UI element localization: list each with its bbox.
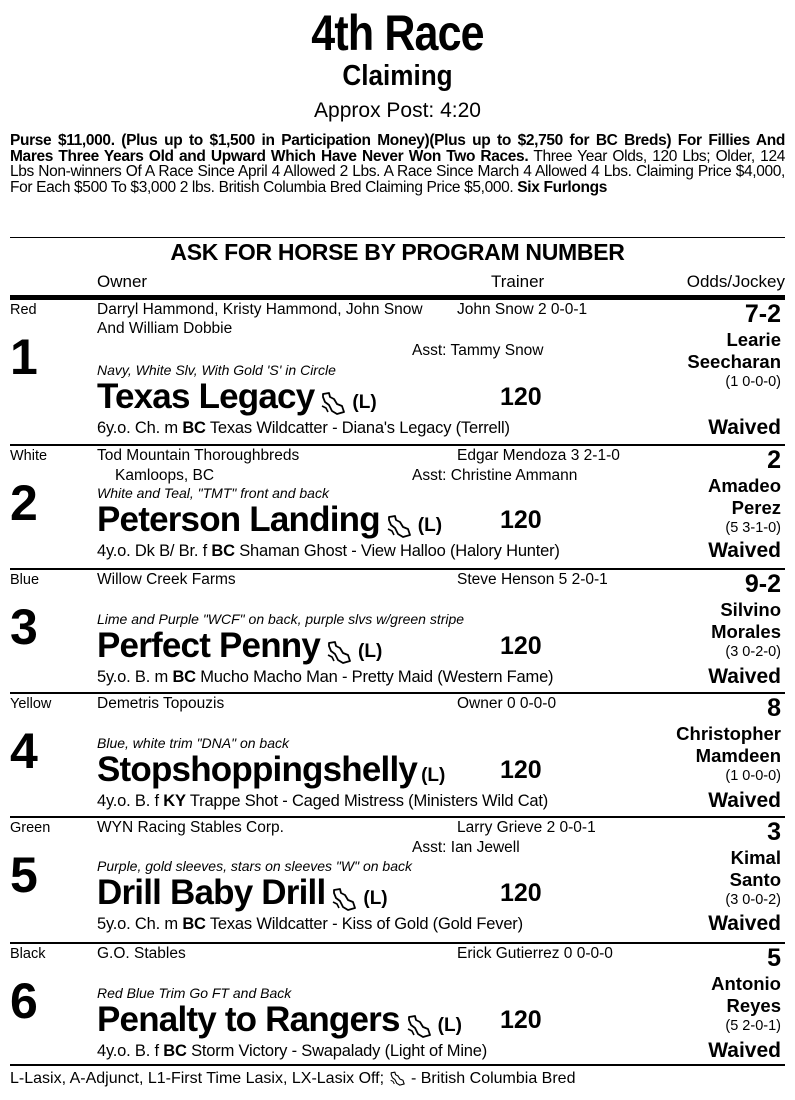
trainer-name: Owner 0 0-0-0 bbox=[457, 695, 557, 712]
program-number: 2 bbox=[10, 475, 38, 531]
program-number: 4 bbox=[10, 723, 38, 779]
jockey-record: (3 0-2-0) bbox=[725, 644, 781, 660]
silks-description: Lime and Purple "WCF" on back, purple slvs w/green stripe bbox=[97, 611, 465, 627]
breeding-line bbox=[97, 542, 560, 561]
foaling-place: KY bbox=[163, 792, 186, 810]
foaling-place: BC bbox=[172, 668, 196, 686]
claim-status: Waived bbox=[708, 789, 781, 812]
race-title: 4th Race bbox=[311, 5, 484, 61]
trainer-name: Larry Grieve 2 0-0-1 bbox=[457, 819, 596, 836]
horse-name: Stopshoppingshelly bbox=[97, 750, 418, 789]
horse-name-line bbox=[97, 626, 382, 666]
saddle-cloth-color: Yellow bbox=[10, 696, 52, 712]
jockey-first-name: Amadeo bbox=[708, 475, 781, 496]
saddle-cloth-color: Green bbox=[10, 820, 51, 836]
post-time: Approx Post: 4:20 bbox=[314, 99, 481, 122]
bc-map-icon bbox=[386, 514, 414, 540]
age-color-sex: 6y.o. Ch. m bbox=[97, 419, 183, 437]
claim-status: Waived bbox=[708, 539, 781, 562]
horse-name: Peterson Landing bbox=[97, 500, 380, 539]
horse-name: Penalty to Rangers bbox=[97, 1000, 400, 1039]
silks-description: Red Blue Trim Go FT and Back bbox=[97, 985, 292, 1001]
jockey-first-name: Kimal bbox=[730, 847, 781, 868]
odds-jockey-column-header: Odds/Jockey bbox=[686, 272, 785, 291]
saddle-cloth-color: Red bbox=[10, 302, 37, 318]
bc-map-icon bbox=[320, 391, 348, 417]
jockey-record: (1 0-0-0) bbox=[725, 768, 781, 784]
trainer-name: Erick Gutierrez 0 0-0-0 bbox=[457, 945, 613, 962]
horse-name-line bbox=[97, 500, 442, 540]
weight: 120 bbox=[500, 506, 542, 534]
age-color-sex: 5y.o. Ch. m bbox=[97, 915, 183, 933]
owner-location: Kamloops, BC bbox=[115, 467, 215, 484]
silks-description: White and Teal, "TMT" front and back bbox=[97, 485, 329, 501]
owner-name: Darryl Hammond, Kristy Hammond, John Snow And William Dobbie bbox=[97, 301, 423, 337]
footer-legend bbox=[10, 1070, 575, 1088]
owner-column-header: Owner bbox=[97, 272, 148, 291]
medication-legend: L-Lasix, A-Adjunct, L1-First Time Lasix, LX-Lasix Off; bbox=[10, 1070, 389, 1087]
sire-dam: Texas Wildcatter - Diana's Legacy (Terrell) bbox=[205, 419, 510, 437]
horse-name-line bbox=[97, 750, 445, 790]
bc-map-icon bbox=[326, 640, 354, 666]
breeding-line bbox=[97, 1042, 487, 1061]
claim-status: Waived bbox=[708, 665, 781, 688]
weight: 120 bbox=[500, 383, 542, 411]
trainer-name: Steve Henson 5 2-0-1 bbox=[457, 571, 608, 588]
jockey-record: (5 2-0-1) bbox=[725, 1018, 781, 1034]
claim-status: Waived bbox=[708, 912, 781, 935]
horse-name: Texas Legacy bbox=[97, 377, 315, 416]
jockey-last-name: Santo bbox=[729, 869, 781, 890]
conditions-text: Three Year Olds, 120 Lbs; Older, 124 Lbs Non-winners Of A Race Since April 4 Allowed 2 Lbs. A Race Since March 4 Allowed 4 Lbs. Claiming Price $4,000, For Each $500 To $3,000 2 lbs. British Columbia Bred Claiming Price $5,000. bbox=[10, 147, 785, 196]
owner-name: Tod Mountain Thoroughbreds bbox=[97, 447, 300, 464]
owner-name: Demetris Topouzis bbox=[97, 695, 225, 712]
bc-map-icon bbox=[389, 1071, 407, 1087]
age-color-sex: 5y.o. B. m bbox=[97, 668, 173, 686]
program-number-banner: ASK FOR HORSE BY PROGRAM NUMBER bbox=[10, 237, 785, 266]
owner-name: G.O. Stables bbox=[97, 945, 186, 962]
age-color-sex: 4y.o. Dk B/ Br. f bbox=[97, 542, 212, 560]
saddle-cloth-color: Blue bbox=[10, 572, 40, 588]
horse-name-line bbox=[97, 377, 377, 417]
medication-code: (L) bbox=[358, 641, 383, 662]
race-conditions bbox=[10, 133, 785, 195]
jockey-last-name: Reyes bbox=[726, 995, 781, 1016]
conditions-distance: Six Furlongs bbox=[517, 178, 607, 196]
entry-5 bbox=[10, 818, 785, 964]
jockey-first-name: Silvino bbox=[720, 599, 781, 620]
medication-code: (L) bbox=[363, 888, 388, 909]
weight: 120 bbox=[500, 879, 542, 907]
jockey-record: (5 3-1-0) bbox=[725, 520, 781, 536]
jockey-first-name: Christopher bbox=[676, 723, 781, 744]
silks-description: Blue, white trim "DNA" on back bbox=[97, 735, 290, 751]
silks-description: Navy, White Slv, With Gold 'S' in Circle bbox=[97, 362, 336, 378]
assistant-trainer: Asst: Christine Ammann bbox=[412, 467, 578, 484]
bc-bred-legend: - British Columbia Bred bbox=[406, 1070, 576, 1087]
foaling-place: BC bbox=[182, 915, 206, 933]
saddle-cloth-color: White bbox=[10, 448, 48, 464]
trainer-name: Edgar Mendoza 3 2-1-0 bbox=[457, 447, 620, 464]
age-color-sex: 4y.o. B. f bbox=[97, 792, 164, 810]
horse-name: Perfect Penny bbox=[97, 626, 321, 665]
medication-code: (L) bbox=[417, 515, 443, 536]
assistant-trainer: Asst: Ian Jewell bbox=[412, 839, 520, 856]
jockey-last-name: Perez bbox=[731, 497, 781, 518]
foaling-place: BC bbox=[182, 419, 206, 437]
jockey-first-name: Learie bbox=[726, 329, 781, 350]
jockey-record: (3 0-0-2) bbox=[725, 892, 781, 908]
saddle-cloth-color: Black bbox=[10, 946, 46, 962]
morning-line-odds: 8 bbox=[767, 694, 781, 722]
program-number: 3 bbox=[10, 599, 38, 655]
weight: 120 bbox=[500, 1006, 542, 1034]
morning-line-odds: 3 bbox=[767, 818, 781, 846]
trainer-name: John Snow 2 0-0-1 bbox=[457, 301, 588, 318]
age-color-sex: 4y.o. B. f bbox=[97, 1042, 164, 1060]
program-number: 5 bbox=[10, 847, 38, 903]
silks-description: Purple, gold sleeves, stars on sleeves "W" on back bbox=[97, 858, 412, 874]
sire-dam: Storm Victory - Swapalady (Light of Mine) bbox=[186, 1042, 488, 1060]
trainer-column-header: Trainer bbox=[491, 272, 545, 291]
horse-name-line bbox=[97, 1000, 462, 1040]
jockey-record: (1 0-0-0) bbox=[725, 374, 781, 390]
sire-dam: Mucho Macho Man - Pretty Maid (Western Fame) bbox=[195, 668, 554, 686]
medication-code: (L) bbox=[421, 765, 446, 786]
claim-status: Waived bbox=[708, 1039, 781, 1062]
jockey-last-name: Morales bbox=[711, 621, 781, 642]
sire-dam: Trappe Shot - Caged Mistress (Ministers Wild Cat) bbox=[185, 792, 549, 810]
jockey-first-name: Antonio bbox=[711, 973, 781, 994]
owner-name: Willow Creek Farms bbox=[97, 571, 236, 588]
foaling-place: BC bbox=[163, 1042, 187, 1060]
medication-code: (L) bbox=[437, 1015, 462, 1036]
morning-line-odds: 2 bbox=[767, 446, 781, 474]
bc-map-icon bbox=[406, 1014, 434, 1040]
morning-line-odds: 5 bbox=[767, 944, 781, 972]
morning-line-odds: 7-2 bbox=[744, 300, 781, 328]
jockey-last-name: Seecharan bbox=[687, 351, 781, 372]
horse-name: Drill Baby Drill bbox=[97, 873, 326, 912]
medication-code: (L) bbox=[352, 392, 377, 413]
breeding-line bbox=[97, 668, 553, 687]
conditions-bold-1: Purse $11,000. (Plus up to $1,500 in Participation Money)(Plus up to $2,750 for BC Breds) For Fillies And Mares Three Years Old and Upward Which Have Never Won Two Races. bbox=[10, 132, 785, 165]
breeding-line bbox=[97, 915, 523, 934]
morning-line-odds: 9-2 bbox=[744, 570, 781, 598]
claim-status: Waived bbox=[708, 416, 781, 439]
sire-dam: Shaman Ghost - View Halloo (Halory Hunter) bbox=[234, 542, 560, 560]
entry-6 bbox=[10, 944, 785, 1090]
weight: 120 bbox=[500, 632, 542, 660]
foaling-place: BC bbox=[211, 542, 235, 560]
program-number: 1 bbox=[10, 329, 38, 385]
assistant-trainer: Asst: Tammy Snow bbox=[412, 342, 544, 359]
breeding-line bbox=[97, 792, 548, 811]
owner-name: WYN Racing Stables Corp. bbox=[97, 819, 284, 836]
jockey-last-name: Mamdeen bbox=[695, 745, 781, 766]
program-number: 6 bbox=[10, 973, 38, 1029]
footer-divider bbox=[10, 1064, 785, 1066]
race-type: Claiming bbox=[342, 60, 453, 92]
breeding-line bbox=[97, 419, 510, 438]
bc-map-icon bbox=[331, 887, 359, 913]
entry-1 bbox=[10, 300, 785, 446]
horse-name-line bbox=[97, 873, 388, 913]
sire-dam: Texas Wildcatter - Kiss of Gold (Gold Fever) bbox=[205, 915, 523, 933]
weight: 120 bbox=[500, 756, 542, 784]
